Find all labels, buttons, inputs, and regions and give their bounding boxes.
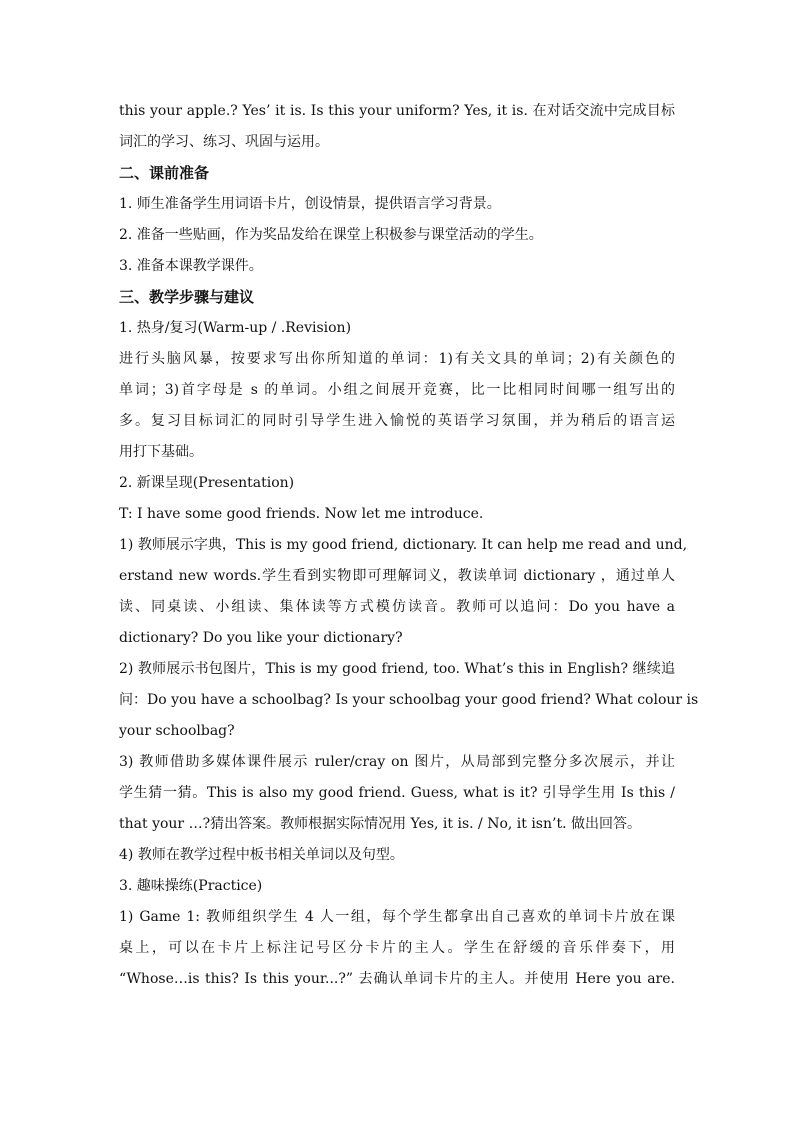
text-line: your schoolbag? (119, 723, 235, 739)
text-line: 2) 教师展示书包图片，This is my good friend, too. What’s this in English? 继续追 (119, 661, 675, 677)
text-line: 桌上，可以在卡片上标注记号区分卡片的主人。学生在舒缓的音乐伴奏下，用 (119, 940, 675, 956)
text-line: this your apple.? Yes’ it is. Is this your uniform? Yes, it is. 在对话交流中完成目标 (119, 103, 675, 119)
text-line: 3) 教师借助多媒体课件展示 ruler/cray on 图片，从局部到完整分多次展示，并让 (119, 754, 675, 770)
text-line: “Whose…is this? Is this your...?” 去确认单词卡片的主人。并使用 Here you are. (119, 971, 675, 987)
text-line: 用打下基础。 (119, 444, 203, 460)
text-line: 问：Do you have a schoolbag? Is your schoolbag your good friend? What colour is (119, 692, 699, 708)
text-line: erstand new words.学生看到实物即可理解词义，教读单词 dictionary ，通过单人 (119, 568, 675, 584)
text-line: 4) 教师在教学过程中板书相关单词以及句型。 (119, 847, 404, 863)
text-line: that your …?猜出答案。教师根据实际情况用 Yes, it is. / No, it isn’t. 做出回答。 (119, 816, 641, 832)
text-line: 3. 趣味操练(Practice) (119, 878, 263, 894)
text-line: T: I have some good friends. Now let me introduce. (119, 506, 484, 522)
text-line: dictionary? Do you like your dictionary? (119, 630, 403, 646)
section-heading: 二、课前准备 (119, 164, 210, 182)
text-line: 词汇的学习、练习、巩固与运用。 (119, 134, 329, 150)
text-line: 多。复习目标词汇的同时引导学生进入愉悦的英语学习氛围，并为稍后的语言运 (119, 413, 675, 429)
text-line: 2. 新课呈现(Presentation) (119, 475, 295, 491)
text-line: 1. 热身/复习(Warm-up / .Revision) (119, 320, 352, 336)
text-line: 学生猜一猜。This is also my good friend. Guess, what is it? 引导学生用 Is this / (119, 785, 675, 801)
text-line: 读、同桌读、小组读、集体读等方式模仿读音。教师可以追问：Do you have a (119, 599, 675, 615)
text-line: 单词；3)首字母是 s 的单词。小组之间展开竞赛，比一比相同时间哪一组写出的 (119, 382, 675, 398)
text-line: 2. 准备一些贴画，作为奖品发给在课堂上积极参与课堂活动的学生。 (119, 227, 543, 243)
text-line: 1) Game 1: 教师组织学生 4 人一组，每个学生都拿出自己喜欢的单词卡片放在课 (119, 909, 675, 925)
document-body (119, 96, 699, 995)
text-line: 1. 师生准备学生用词语卡片，创设情景，提供语言学习背景。 (119, 196, 501, 212)
section-heading: 三、教学步骤与建议 (119, 288, 255, 306)
text-line: 1) 教师展示字典，This is my good friend, dictionary. It can help me read and und, (119, 537, 688, 553)
text-line: 3. 准备本课教学课件。 (119, 258, 263, 274)
text-line: 进行头脑风暴，按要求写出你所知道的单词：1)有关文具的单词；2)有关颜色的 (119, 351, 675, 367)
